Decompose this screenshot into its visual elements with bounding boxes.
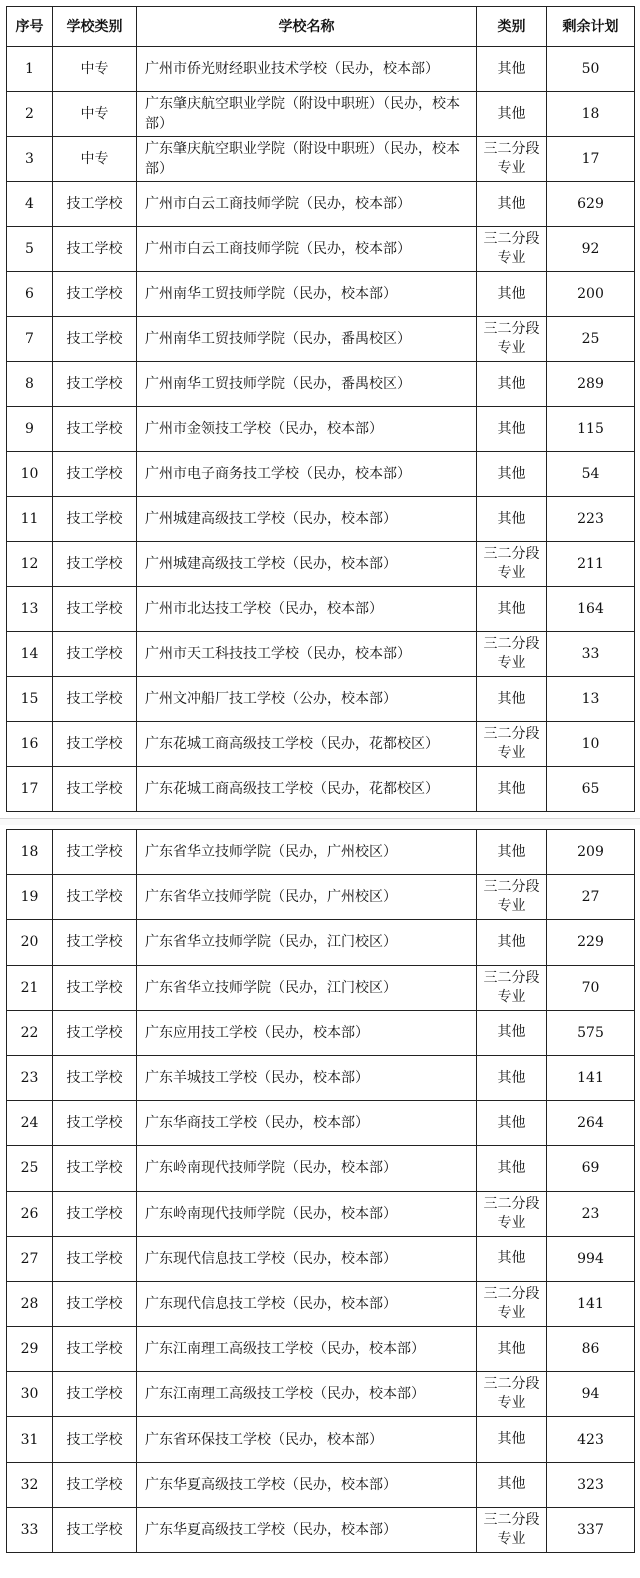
table-header-row (7, 7, 635, 47)
cell-remaining-plan: 994 (547, 1236, 635, 1281)
cell-category: 其他 (477, 1055, 547, 1100)
cell-school-type: 技工学校 (53, 1146, 137, 1191)
cell-category: 其他 (477, 452, 547, 497)
cell-category: 三二分段专业 (477, 632, 547, 677)
table-row (7, 1191, 635, 1236)
header-school-name: 学校名称 (137, 7, 477, 47)
cell-index: 24 (7, 1101, 53, 1146)
cell-category: 三二分段专业 (477, 317, 547, 362)
table-row (7, 1055, 635, 1100)
cell-school-name: 广东华商技工学校（民办，校本部） (137, 1101, 477, 1146)
cell-index: 22 (7, 1010, 53, 1055)
cell-category: 其他 (477, 677, 547, 722)
table-row (7, 1281, 635, 1326)
cell-school-name: 广州市电子商务技工学校（民办，校本部） (137, 452, 477, 497)
cell-category: 三二分段专业 (477, 1372, 547, 1417)
cell-remaining-plan: 70 (547, 965, 635, 1010)
cell-school-name: 广东省华立技师学院（民办，广州校区） (137, 875, 477, 920)
cell-index: 3 (7, 137, 53, 182)
cell-category: 三二分段专业 (477, 1281, 547, 1326)
cell-remaining-plan: 23 (547, 1191, 635, 1236)
cell-index: 15 (7, 677, 53, 722)
cell-index: 27 (7, 1236, 53, 1281)
table-row (7, 965, 635, 1010)
cell-category: 其他 (477, 1010, 547, 1055)
cell-school-type: 技工学校 (53, 497, 137, 542)
plan-table-page-1 (6, 6, 635, 812)
cell-school-type: 技工学校 (53, 407, 137, 452)
cell-remaining-plan: 25 (547, 317, 635, 362)
cell-index: 12 (7, 542, 53, 587)
cell-index: 5 (7, 227, 53, 272)
cell-school-type: 技工学校 (53, 1236, 137, 1281)
cell-index: 8 (7, 362, 53, 407)
cell-school-name: 广东华夏高级技工学校（民办，校本部） (137, 1507, 477, 1552)
cell-school-name: 广东岭南现代技师学院（民办，校本部） (137, 1191, 477, 1236)
cell-school-type: 技工学校 (53, 875, 137, 920)
table-row (7, 92, 635, 137)
cell-remaining-plan: 69 (547, 1146, 635, 1191)
cell-category: 其他 (477, 47, 547, 92)
cell-school-type: 技工学校 (53, 1417, 137, 1462)
table-row (7, 272, 635, 317)
table-row (7, 1101, 635, 1146)
cell-school-name: 广州文冲船厂技工学校（公办，校本部） (137, 677, 477, 722)
cell-school-name: 广州市白云工商技师学院（民办，校本部） (137, 182, 477, 227)
cell-school-type: 技工学校 (53, 227, 137, 272)
cell-school-type: 技工学校 (53, 1372, 137, 1417)
cell-school-name: 广州市北达技工学校（民办，校本部） (137, 587, 477, 632)
cell-school-type: 技工学校 (53, 1010, 137, 1055)
table-row (7, 830, 635, 875)
cell-school-name: 广东羊城技工学校（民办，校本部） (137, 1055, 477, 1100)
cell-category: 三二分段专业 (477, 542, 547, 587)
cell-school-type: 技工学校 (53, 920, 137, 965)
cell-school-type: 中专 (53, 137, 137, 182)
table-row (7, 920, 635, 965)
cell-remaining-plan: 50 (547, 47, 635, 92)
cell-remaining-plan: 337 (547, 1507, 635, 1552)
cell-category: 其他 (477, 497, 547, 542)
cell-category: 其他 (477, 830, 547, 875)
table-row (7, 875, 635, 920)
cell-school-name: 广州南华工贸技师学院（民办，番禺校区） (137, 317, 477, 362)
cell-remaining-plan: 323 (547, 1462, 635, 1507)
cell-category: 其他 (477, 1236, 547, 1281)
cell-remaining-plan: 92 (547, 227, 635, 272)
cell-school-name: 广东省华立技师学院（民办，江门校区） (137, 965, 477, 1010)
table-row (7, 1507, 635, 1552)
cell-category: 其他 (477, 1146, 547, 1191)
cell-category: 其他 (477, 587, 547, 632)
table-row (7, 1462, 635, 1507)
cell-school-name: 广州南华工贸技师学院（民办，番禺校区） (137, 362, 477, 407)
cell-index: 30 (7, 1372, 53, 1417)
cell-category: 其他 (477, 272, 547, 317)
table-row (7, 767, 635, 812)
cell-index: 31 (7, 1417, 53, 1462)
cell-school-type: 技工学校 (53, 317, 137, 362)
cell-index: 13 (7, 587, 53, 632)
cell-school-name: 广州市天工科技技工学校（民办，校本部） (137, 632, 477, 677)
cell-category: 其他 (477, 92, 547, 137)
cell-index: 29 (7, 1327, 53, 1372)
cell-school-name: 广东江南理工高级技工学校（民办，校本部） (137, 1327, 477, 1372)
cell-remaining-plan: 10 (547, 722, 635, 767)
cell-school-type: 技工学校 (53, 272, 137, 317)
table-row (7, 1010, 635, 1055)
cell-school-name: 广东岭南现代技师学院（民办，校本部） (137, 1146, 477, 1191)
table-row (7, 452, 635, 497)
cell-remaining-plan: 33 (547, 632, 635, 677)
cell-index: 4 (7, 182, 53, 227)
cell-index: 21 (7, 965, 53, 1010)
cell-index: 19 (7, 875, 53, 920)
table-row (7, 317, 635, 362)
cell-index: 20 (7, 920, 53, 965)
cell-index: 17 (7, 767, 53, 812)
header-category: 类别 (477, 7, 547, 47)
cell-category: 其他 (477, 1462, 547, 1507)
cell-category: 三二分段专业 (477, 722, 547, 767)
cell-school-type: 技工学校 (53, 182, 137, 227)
cell-category: 三二分段专业 (477, 137, 547, 182)
cell-index: 28 (7, 1281, 53, 1326)
cell-school-type: 技工学校 (53, 452, 137, 497)
cell-school-type: 技工学校 (53, 542, 137, 587)
cell-school-name: 广东华夏高级技工学校（民办，校本部） (137, 1462, 477, 1507)
cell-school-type: 中专 (53, 92, 137, 137)
cell-school-name: 广东现代信息技工学校（民办，校本部） (137, 1236, 477, 1281)
cell-remaining-plan: 200 (547, 272, 635, 317)
table-row (7, 362, 635, 407)
header-index: 序号 (7, 7, 53, 47)
cell-school-name: 广州南华工贸技师学院（民办，校本部） (137, 272, 477, 317)
cell-remaining-plan: 164 (547, 587, 635, 632)
cell-remaining-plan: 229 (547, 920, 635, 965)
cell-category: 其他 (477, 362, 547, 407)
cell-remaining-plan: 575 (547, 1010, 635, 1055)
cell-school-type: 技工学校 (53, 1191, 137, 1236)
header-school-type: 学校类别 (53, 7, 137, 47)
cell-index: 1 (7, 47, 53, 92)
cell-school-type: 技工学校 (53, 1281, 137, 1326)
cell-school-name: 广州市侨光财经职业技术学校（民办，校本部） (137, 47, 477, 92)
cell-remaining-plan: 423 (547, 1417, 635, 1462)
cell-school-name: 广东省华立技师学院（民办，江门校区） (137, 920, 477, 965)
cell-category: 三二分段专业 (477, 1191, 547, 1236)
table-row (7, 632, 635, 677)
cell-school-type: 技工学校 (53, 1055, 137, 1100)
table-row (7, 542, 635, 587)
cell-school-type: 技工学校 (53, 1101, 137, 1146)
cell-school-name: 广东省环保技工学校（民办，校本部） (137, 1417, 477, 1462)
cell-school-name: 广东花城工商高级技工学校（民办，花都校区） (137, 722, 477, 767)
cell-school-name: 广东花城工商高级技工学校（民办，花都校区） (137, 767, 477, 812)
cell-index: 23 (7, 1055, 53, 1100)
cell-school-type: 技工学校 (53, 1507, 137, 1552)
cell-category: 其他 (477, 407, 547, 452)
cell-school-type: 技工学校 (53, 965, 137, 1010)
cell-index: 2 (7, 92, 53, 137)
table-row (7, 722, 635, 767)
cell-remaining-plan: 141 (547, 1055, 635, 1100)
cell-school-type: 技工学校 (53, 830, 137, 875)
cell-index: 32 (7, 1462, 53, 1507)
cell-remaining-plan: 54 (547, 452, 635, 497)
cell-remaining-plan: 86 (547, 1327, 635, 1372)
cell-remaining-plan: 18 (547, 92, 635, 137)
cell-remaining-plan: 27 (547, 875, 635, 920)
cell-remaining-plan: 13 (547, 677, 635, 722)
cell-category: 其他 (477, 920, 547, 965)
plan-table-page-2 (6, 829, 635, 1553)
cell-index: 6 (7, 272, 53, 317)
cell-category: 其他 (477, 1101, 547, 1146)
cell-remaining-plan: 629 (547, 182, 635, 227)
cell-remaining-plan: 264 (547, 1101, 635, 1146)
cell-school-type: 技工学校 (53, 677, 137, 722)
cell-school-name: 广东省华立技师学院（民办，广州校区） (137, 830, 477, 875)
cell-category: 三二分段专业 (477, 227, 547, 272)
cell-school-type: 技工学校 (53, 632, 137, 677)
cell-school-name: 广东江南理工高级技工学校（民办，校本部） (137, 1372, 477, 1417)
cell-school-type: 中专 (53, 47, 137, 92)
cell-school-name: 广州市金领技工学校（民办，校本部） (137, 407, 477, 452)
cell-remaining-plan: 65 (547, 767, 635, 812)
table-row (7, 182, 635, 227)
table-row (7, 1236, 635, 1281)
table-row (7, 1417, 635, 1462)
cell-index: 18 (7, 830, 53, 875)
cell-remaining-plan: 223 (547, 497, 635, 542)
cell-category: 三二分段专业 (477, 965, 547, 1010)
cell-remaining-plan: 141 (547, 1281, 635, 1326)
table-row (7, 497, 635, 542)
cell-school-name: 广东现代信息技工学校（民办，校本部） (137, 1281, 477, 1326)
page-break-divider (0, 818, 640, 825)
cell-school-type: 技工学校 (53, 362, 137, 407)
cell-index: 9 (7, 407, 53, 452)
cell-school-type: 技工学校 (53, 767, 137, 812)
cell-school-type: 技工学校 (53, 1327, 137, 1372)
cell-index: 25 (7, 1146, 53, 1191)
cell-remaining-plan: 209 (547, 830, 635, 875)
cell-remaining-plan: 17 (547, 137, 635, 182)
table-row (7, 1146, 635, 1191)
cell-index: 14 (7, 632, 53, 677)
cell-remaining-plan: 289 (547, 362, 635, 407)
cell-category: 其他 (477, 767, 547, 812)
table-row (7, 1327, 635, 1372)
cell-remaining-plan: 211 (547, 542, 635, 587)
table-row (7, 137, 635, 182)
table-row (7, 1372, 635, 1417)
cell-school-name: 广州市白云工商技师学院（民办，校本部） (137, 227, 477, 272)
cell-school-type: 技工学校 (53, 722, 137, 767)
cell-category: 三二分段专业 (477, 1507, 547, 1552)
table-row (7, 47, 635, 92)
table-row (7, 407, 635, 452)
table-row (7, 677, 635, 722)
cell-category: 其他 (477, 1327, 547, 1372)
cell-index: 26 (7, 1191, 53, 1236)
cell-index: 11 (7, 497, 53, 542)
cell-remaining-plan: 94 (547, 1372, 635, 1417)
cell-category: 其他 (477, 1417, 547, 1462)
cell-index: 16 (7, 722, 53, 767)
header-remaining-plan: 剩余计划 (547, 7, 635, 47)
cell-school-name: 广东肇庆航空职业学院（附设中职班）（民办，校本部） (137, 92, 477, 137)
cell-school-name: 广东应用技工学校（民办，校本部） (137, 1010, 477, 1055)
cell-category: 其他 (477, 182, 547, 227)
cell-index: 10 (7, 452, 53, 497)
cell-index: 33 (7, 1507, 53, 1552)
cell-remaining-plan: 115 (547, 407, 635, 452)
cell-school-name: 广东肇庆航空职业学院（附设中职班）（民办，校本部） (137, 137, 477, 182)
cell-school-name: 广州城建高级技工学校（民办，校本部） (137, 542, 477, 587)
cell-school-type: 技工学校 (53, 1462, 137, 1507)
cell-index: 7 (7, 317, 53, 362)
table-row (7, 227, 635, 272)
cell-school-type: 技工学校 (53, 587, 137, 632)
cell-school-name: 广州城建高级技工学校（民办，校本部） (137, 497, 477, 542)
table-row (7, 587, 635, 632)
cell-category: 三二分段专业 (477, 875, 547, 920)
